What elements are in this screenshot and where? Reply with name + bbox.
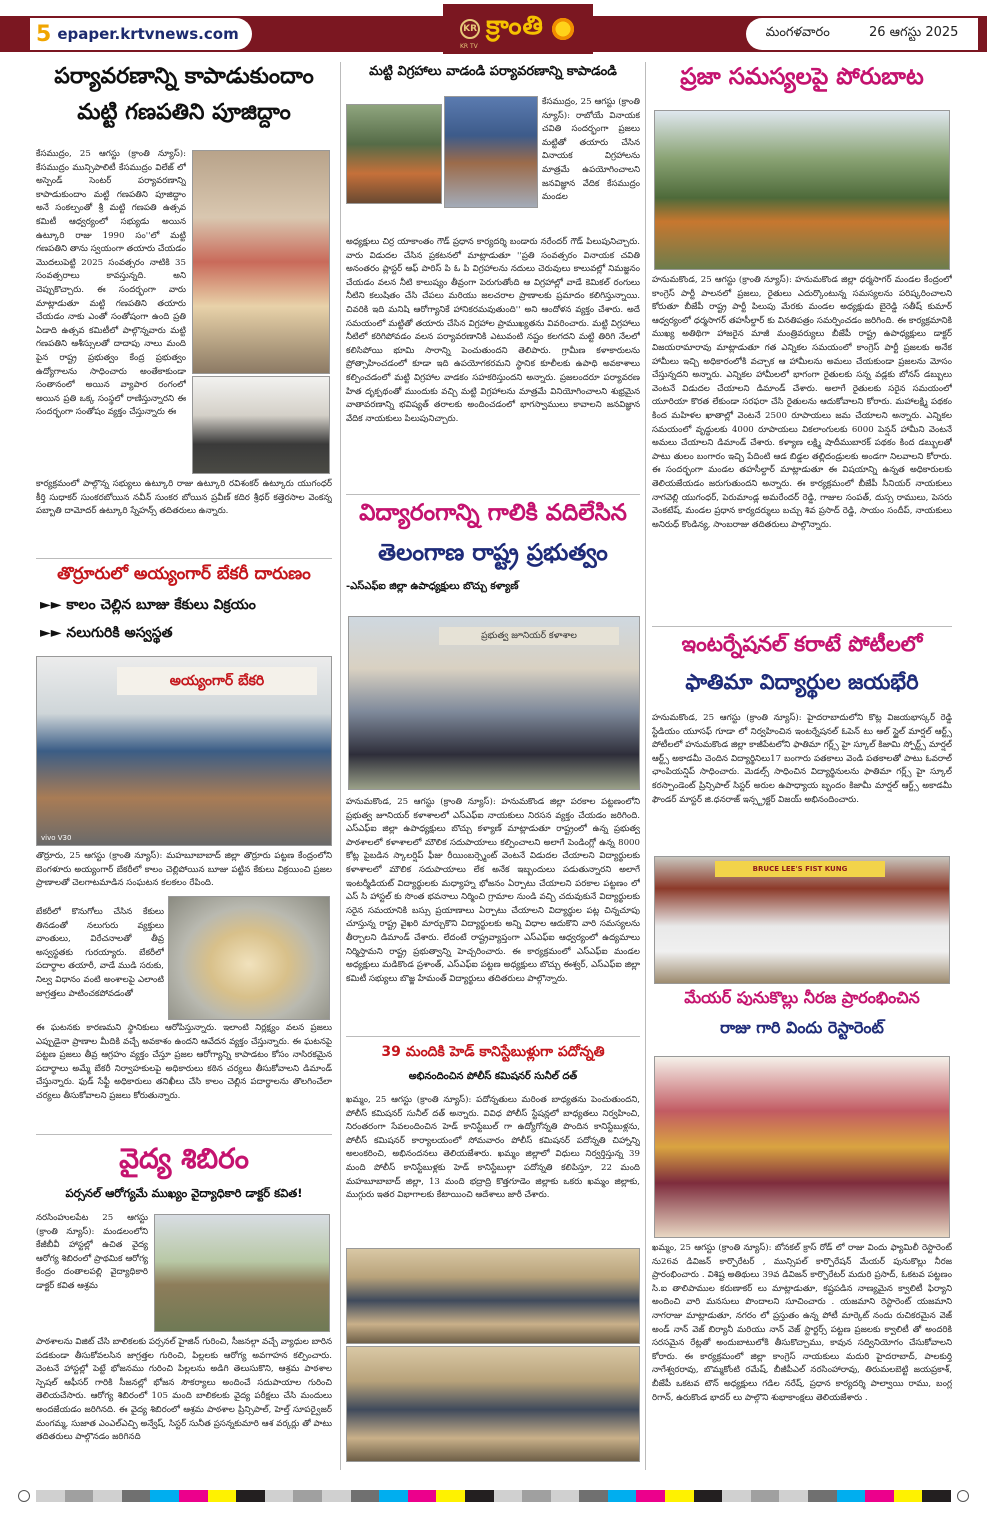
registration-mark-icon xyxy=(957,1490,969,1502)
ganesh-article-body: కేసముద్రం, 25 ఆగస్టు (క్రాంతి న్యూస్): కేసముద్రం మున్సిపాలిటీ కేసముద్రం విలేజ్ లో అస్పెండ్ సెంటర్ పర్యావరణాన్ని కాపాడుకుందాం మట్టి గణపతిని పూజిద్దాం అనే సంకల్పంతో శ్రీ మట్టి గణపతి ఉత్సవ కమిటీ ఆధ్వర్యంలో సభ్యుడు అయిన ఉట్కూరి రాజు 1990 సం''లో మట్టి గణపతిని తాను స్వయంగా తయారు చేయడం మొదలుపెట్టి 2025 సంవత్సరం నాటికి 35 సంవత్సరాలు కావస్తున్నది. అని చెప్పుకొచ్చారు. ఈ సందర్భంగా వారు మాట్లాడుతూ మట్టి గణపతిని తయారు చేయడం నాకు ఎంతో సంతోషంగా ఉంది ప్రతి ఏడాది ఉత్సవ కమిటీలో పాల్గొన్నవారు మట్టి గణపతిని ఆశీస్సులతో దాదాపు నాలు మంది పైన రాష్ట్ర ప్రభుత్వం కేంద్ర ప్రభుత్వం ఉద్యోగాలను సాధించారు అంతేకాకుండా సంతానంలో అయిన వ్యాపార రంగంలో అయిన ప్రతి ఒక్క సంస్థలో రాణిస్తున్నారని ఈ సందర్భంగా సంతోషం వ్యక్తం చేస్తున్నారు ఈ xyxy=(36,149,186,418)
arrow-icon: ►► xyxy=(40,597,67,613)
section-divider xyxy=(652,626,952,627)
medical-camp-photo xyxy=(154,1214,330,1332)
weekday: మంగళవారం xyxy=(765,25,830,40)
police-subhead: అభినందించిన పోలీస్ కమిషనర్ సునీల్ దత్ xyxy=(408,1071,578,1082)
karate-headline-2: ఫాతిమా విద్యార్థుల జయభేరి xyxy=(685,670,919,694)
portrait-photo-1 xyxy=(346,104,442,204)
bakery-headline: తొర్రూరులో అయ్యంగార్ బేకరీ దారుణం xyxy=(57,564,311,584)
logo-small-text: KR TV xyxy=(460,43,478,50)
police-promotion-photo-1 xyxy=(346,1248,640,1344)
idols-article-body: అధ్యక్షులు చిర్ర యాకాంతం గౌడ్ ప్రధాన కార్యదర్శి బండారు నరేందర్ గౌడ్ పిలుపునిచ్చారు. వారు విడుదల చేసిన ప్రకటనలో మాట్లాడుతూ ''ప్రతి సంవత్సరం వినాయక చవితి అనంతరం ప్లాస్టర్ ఆఫ్ పారిస్ పి ఓ పి విగ్రహాలను నదులు చెరువులు కాలువల్లో నిమజ్జనం చేయడం వలన నీటి కాలుష్యం తీవ్రంగా పెరుగుతోంది ఆ విగ్రహాల్లో వాడే కెమికల్ రంగులు నీటిని కలుషితం చేసి చేపలు మరియు జలచరాల ప్రాణాలకు ప్రమాదం కలిగిస్తున్నాయి. చివరికి ఇది మనిషి ఆరోగ్యానికే హానికరమవుతుంది'' అని ఆందోళన వ్యక్తం చేశారు. అదే సమయంలో మట్టితో తయారు చేసిన విగ్రహాల ప్రాముఖ్యతను వివరించారు. మట్టి విగ్రహాలు నీటిలో కరిగిపోవడం వలన పర్యావరణానికి ఎటువంటి నష్టం కలగదని మట్టి తిరిగి నేలలో కలిసిపోయి భూమి సారాన్ని పెంచుతుందని తెలిపారు. గ్రామీణ కళాకారులను ప్రోత్సాహించడంలో కూడా ఇది ఉపయోగకరమని స్థానిక కూలీలకు ఉపాధి అవకాశాలు కల్పించడంలో మట్టి విగ్రహాల వాడకం సహకరిస్తుందని అన్నారు. ప్రజలందరూ పర్యావరణ హిత దృక్పథంతో ముందుకు వచ్చి మట్టి విగ్రహాలను మాత్రమే వినియోగించాలని శుభ్రమైన వాతావరణాన్ని భవిష్యత్ తరాలకు అందించడంలో భాగస్వాములు కావాలని జనవిజ్ఞాన వేదిక నాయకులు పిలుపునిచ్చారు. xyxy=(346,237,640,424)
moldy-cake-photo xyxy=(168,896,330,1020)
photo-watermark: vivo V30 xyxy=(41,834,72,842)
restaurant-opening-photo xyxy=(654,1056,950,1238)
print-colour-strip xyxy=(36,1490,951,1502)
medical-article-side: నరసింహులపేట 25 ఆగస్టు (క్రాంతి న్యూస్): మండలంలోని కేజీబీవీ హాస్టల్లో ఉచిత వైద్య ఆరోగ్య శిబిరంలో ప్రాథమిక ఆరోగ్య కేంద్రం దంతాలపల్లి వైద్యాధికారి డాక్టర్ కవిత ఆశ్రమ xyxy=(36,1213,148,1291)
karate-medal-photo xyxy=(654,856,950,984)
ganesh-idol-photo xyxy=(192,150,330,374)
police-headline: 39 మందికి హెడ్ కానిస్టేబుళ్లుగా పదోన్నతి xyxy=(381,1044,605,1060)
bjp-petition-photo xyxy=(654,110,950,270)
medical-subhead: పర్సనల్ ఆరోగ్యమే ముఖ్యం వైద్యాధికారి డాక్టర్ కవిత! xyxy=(65,1186,303,1200)
karate-banner: BRUCE LEE'S FIST KUNG xyxy=(715,861,885,877)
masthead xyxy=(0,0,987,58)
sfi-protest-photo xyxy=(348,616,640,790)
ganesh-group-photo xyxy=(192,376,330,474)
masthead-left-pill xyxy=(30,18,252,50)
restaurant-headline-2: రాజు గారి విందు రెస్టారెంట్ xyxy=(720,1018,884,1037)
karate-article-body: హనుమకొండ, 25 ఆగస్టు (క్రాంతి న్యూస్): హైదరాబాదులోని కొట్ల విజయభాస్కర్ రెడ్డి స్టేడియం యూసఫ్ గూడా లో నిర్వహించిన ఇంటర్నేషనల్ ఓపెన్ టు ఆల్ స్టైల్ మార్షల్ ఆర్ట్స్ పోటీలలో హనుమకొండ జిల్లా కాజీపేటలోని ఫాతిమా గర్ల్స్ హై స్కూల్ కిజామి స్పోర్ట్స్ మార్షల్ ఆర్ట్స్ అకాడమీ చెందిన విద్యార్థినిలు17 బంగారు పతకాలు వెండి పతకాలతో పాటు ఓవరాల్ ఛాంపియన్షిప్ సాధించారు. మెడల్స్ సాధించిన విద్యార్థినులను ఫాతిమా గర్ల్స్ హై స్కూల్ కరస్పాండెంట్ ప్రిన్సిపాల్ సిస్టర్ అరుల ఉపాధ్యాయ బృందం కిజామీ మార్షల్ ఆర్ట్స్ అకాడమీ ఫౌండర్ మాస్టర్ జి.ధనరాజ్ ఇన్స్ట్రక్టర్ విజయ్ అభినందించారు. xyxy=(652,713,952,805)
medical-headline: వైద్య శిబిరం xyxy=(119,1142,249,1175)
sun-icon xyxy=(550,16,576,42)
education-article-body: హనుమకొండ, 25 ఆగస్టు (క్రాంతి న్యూస్): హనుమకొండ జిల్లా పరకాల పట్టణంలోని ప్రభుత్వ జూనియర్ కళాశాలలో ఎస్ఎఫ్ఐ నాయకులు నిరసన వ్యక్తం చేయడం జరిగింది. ఎస్ఎఫ్ఐ జిల్లా ఉపాధ్యక్షులు బొచ్చు కళ్యాణ్ మాట్లాడుతూ రాష్ట్రంలో ఉన్న ప్రభుత్వ పాఠశాలలో కళాశాలలో మౌలిక సదుపాయాలు కల్పించాలని అలాగే పెండింగ్లో ఉన్న 8000 కోట్ల పైబడిన స్కాలర్షిప్ ఫీజు రీయింబర్స్మెంట్ వెంటనే విడుదల చేయాలని విద్యార్థులకు కళాశాలలో మౌలిక సదుపాయాలు లేక అనేక ఇబ్బందులు పడుతున్నారని అలాగే ఇంటర్మీడియట్ విద్యార్థులకు మధ్యాహ్న భోజనం ఏర్పాటు చేయాలని పరకాల పట్టణం లో ఎస్ సి హాస్టల్ కు సొంత భవనాలు నిర్మించి గ్రామాల నుండి వచ్చి చదువుకునే విద్యార్థులకు సరైన సమయానికి బస్సు ప్రయాణాలు ఏర్పాటు చేయాలని విద్యార్థుల పట్ల చిన్నచూపు చూస్తున్న రాష్ట్ర వైఖరి మార్చుకొని విద్యార్థులకు అన్ని విధాల ఆదుకొని వారి సమస్యలను తీర్చాలని డిమాండ్ చేశారు. లేదంటే రాష్ట్రవ్యాప్తంగా ఎస్ఎఫ్ఐ ఆధ్వర్యంలో ఉద్యమాలు నిర్మిస్తామని రాష్ట్ర ప్రభుత్వాన్ని హెచ్చరించారు. ఈ కార్యక్రమంలో ఎస్ఎఫ్ఐ మండల అధ్యక్షులు మడికొండ ప్రశాంత్, ఎస్ఎఫ్ఐ పట్టణ అధ్యక్షులు బొచ్చు ఈశ్వర్, ఎస్ఎఫ్ఐ జిల్లా కమిటీ సభ్యులు బొజ్జ హేమంత్ విద్యార్థులు తదితరులు పాల్గొన్నారు. xyxy=(346,797,640,984)
column-divider xyxy=(340,62,341,1470)
ganesh-headline-1: పర్యావరణాన్ని కాపాడుకుందాం xyxy=(54,64,314,89)
college-building-sign: ప్రభుత్వ జూనియర్ కళాశాల xyxy=(439,627,619,645)
site-url-link[interactable]: epaper.krtvnews.com xyxy=(57,25,239,43)
bakery-article-footer: ఈ ఘటనకు కారణమని స్థానికులు ఆరోపిస్తున్నారు. ఇలాంటి నిర్లక్ష్యం వలన ప్రజలు ఎప్పుడైనా ప్రాణాల మీదికి వచ్చే అవకాశం ఉందని ఆవేదన వ్యక్తం చేస్తున్నారు. ఈ ఘటనపై పట్టణ ప్రజలు తీవ్ర ఆగ్రహం వ్యక్తం చేస్తూ ప్రజల ఆరోగ్యాన్ని కాపాడటం కోసం నాసిరకమైన పదార్థాలు అమ్మే బేకరీ నిర్వాహకులపై అధికారులు కఠిన చర్యలు తీసుకోవాలని డిమాండ్ చేస్తున్నారు. ఫుడ్ సేఫ్టీ అధికారులు తనిఖీలు చేసి కాలం చెల్లిన పదార్థాలను తొలగించేలా చర్యలు తీసుకోవాలని ప్రజలు కోరుతున్నారు. xyxy=(36,1023,332,1101)
bakery-article-body: తొర్రూరు, 25 ఆగస్టు (క్రాంతి న్యూస్): మహబూబాబాద్ జిల్లా తొర్రూరు పట్టణ కేంద్రంలోని బెంగళూరు అయ్యంగార్ బేకరీలో కాలం చెల్లిపోయిన బూజు పట్టిన కేకులు విక్రయించి ప్రజల ప్రాణాలతో చెలగాటమాడిన సంఘటన కలకలం రేపింది. xyxy=(36,851,332,889)
krtv-logo-icon: KR xyxy=(460,19,480,39)
police-promotion-photo-2 xyxy=(346,1346,640,1462)
bakery-article-side: బేకరీలో కొనుగోలు చేసిన కేకులు తినడంతో నలుగురు వ్యక్తులు వాంతులు, విరేచనాలతో తీవ్ర అస్వస్థతకు గురయ్యారు. బేకరీలో పదార్థాల తయారీ, వాడే ముడి సరుకు, నిల్వ విధానం వంటి అంశాలపై ఎలాంటి జాగ్రత్తలు పాటించకపోవడంతో xyxy=(36,907,164,999)
section-divider xyxy=(346,494,640,495)
arrow-icon: ►► xyxy=(40,625,67,641)
protest-headline: ప్రజా సమస్యలపై పోరుబాట xyxy=(680,64,924,90)
registration-mark-icon xyxy=(18,1490,30,1502)
section-divider xyxy=(346,1036,640,1037)
police-article-body: ఖమ్మం, 25 ఆగస్టు (క్రాంతి న్యూస్): పదోన్నతులు మరింత బాధ్యతను పెంచుతుందని, పోలీస్ కమిషనర్ సునీల్ దత్ అన్నారు. వివిధ పోలీస్ స్టేషన్లలో బాధ్యతలు నిర్వహించి, నిరంతరంగా సేవలందించిన హెడ్ కానిస్టేబుల్ గా ఉద్యోగోన్నతి పొందిన కానిస్టేబుళ్లను, పోలీస్ కమిషనర్ కార్యాలయంలో సోమవారం పోలీస్ కమిషనర్ పదోన్నతి చిహ్నాన్ని అలంకరించి, అభినందనలు తెలియజేశారు. ఖమ్మం జిల్లాలో విధులు నిర్వర్తిస్తున్న 39 మంది పోలీస్ కానిస్టేబుళ్లకు హెడ్ కానిస్టేబుల్గా పదోన్నతి కలిపిస్తూ, 22 మంది మహబూబాబాద్ జిల్లా, 13 మంది భద్రాద్రి కొత్తగూడెం జిల్లాకు ఒకరు ఖమ్మం జిల్లాకు, ముగ్గురు ఇతర విభాగాలకు కేటాయించి ఆదేశాలు జారీ చేశారు. xyxy=(346,1095,640,1201)
section-divider xyxy=(36,558,332,559)
idols-headline: మట్టి విగ్రహాలు వాడండి పర్యావరణాన్ని కాపాడండి xyxy=(369,64,617,79)
restaurant-headline-1: మేయర్ పునుకొల్లు నీరజ ప్రారంభించిన xyxy=(684,988,920,1007)
column-divider xyxy=(645,62,646,1470)
karate-headline-1: ఇంటర్నేషనల్ కరాటే పోటీలలో xyxy=(681,632,923,656)
restaurant-article-body: ఖమ్మం, 25 ఆగస్టు (క్రాంతి న్యూస్): బోనకల్ క్రాస్ రోడ్ లో రాజు విందు ఫ్యామిలీ రెస్టారెంట్ ను26వ డివిజన్ కార్పొరేటర్ , మున్సిపల్ కార్పొరేషన్ మేయర్ పునుకొల్లు నీరజ ప్రారంభించారు . విశిష్ట అతిథులు 39వ డివిజన్ కార్పొరేటర్ మదురి ప్రసాద్, ఓకటవ పట్టణం సి.ఐ తాలిపాముల కరుణాకర్ లు మాట్లాడుతూ, కష్టపడిన నాణ్యమైన క్వాలిటీ ఫిర్యాని అందించి వారి మనసులు పొందాలని సూచించారు . యజమాని రెస్టారెంట్ యజమాని నాగరాజు మాట్లాడుతూ, నగరం లో ప్రస్తుతం ఉన్న పోటీ మార్కెట్ నందు రుచికరమైన వెజ్ అండ్ నాన్ వెజ్ బిర్యానీ మరియు నాన్ వెజ్ స్టార్టర్స్ పట్టణ ప్రజలకు క్వాలిటీ తో అందరికి సరసమైన రేట్లతో అందుబాటులోకి తీసుకొచ్చాము, కావున సద్వినియోగం చేసుకోవాలని కోరారు. ఈ కార్యక్రమంలో జిల్లా కాంగ్రెస్ నాయకులు మదురి హైదరాబాద్, పాలకుర్తి నాగేశ్వరరావు, బొమ్మకోంటి రమేష్, బీజీపీఎల్ నరసింహారావు, తిరుమలబెట్టి జయప్రకాశ్, బీజేపీ ఒకటవ టౌన్ అధ్యక్షులు గడిల నరేష్, ప్రధాన కార్యదర్శి పాల్వాయి రాము, బంగ్ల రిగాన్, ఉరుకొండ భాదర్ లు పాల్గొని శుభాకాంక్షలు తెలియజేశారు . xyxy=(652,1243,952,1403)
idols-article-side: కేసముద్రం, 25 ఆగస్టు (క్రాంతి న్యూస్): రాబోయే వినాయక చవితి సందర్భంగా ప్రజలు మట్టితో తయారు చేసిన వినాయక విగ్రహాలను మాత్రమే ఉపయోగించాలని జనవిజ్ఞాన వేదిక కేసముద్రం మండల xyxy=(542,97,640,203)
bakery-shop-photo xyxy=(36,656,332,846)
education-headline-2: తెలంగాణ రాష్ట్ర ప్రభుత్వం xyxy=(378,540,608,566)
page-number: 5 xyxy=(36,21,52,47)
ganesh-headline-2: మట్టి గణపతిని పూజిద్దాం xyxy=(77,100,291,125)
ganesh-article-footer: కార్యక్రమంలో పాల్గొన్న సభ్యులు ఉట్కూరి రాజు ఉట్కూరి రవిశంకర్ ఉట్కూరు యుగంధర్ కీర్తి సుధాకర్ సుంకరబోయిన నవీన్ సుంకర బోయిన ప్రవీణ్ కదిర శ్రీధర్ కత్తెరసాల వెంకన్న పబ్బాతి దామోదర్ ఉట్కూరి స్నేహన్స్ తదితరులు ఉన్నారు. xyxy=(36,479,332,517)
issue-date: 26 ఆగస్టు 2025 xyxy=(868,25,959,40)
education-byline: -ఎస్ఎఫ్ఐ జిల్లా ఉపాధ్యక్షులు బొచ్చు కళ్యాణ్ xyxy=(346,581,519,592)
bakery-shop-sign: అయ్యంగార్ బేకరి xyxy=(117,667,317,695)
medical-article-footer: పాఠశాలను విజిట్ చేసి బాలికలకు పర్సనల్ హైజిన్ గురించి, సీజనల్గా వచ్చే వ్యాధుల బారిన పడకుండా తీసుకోవలసిన జాగ్రత్తల గురించి, పిల్లలకు ఆరోగ్య అవగాహన కల్పించారు. వెంటనే హాస్టల్లో పెట్టే భోజనము గురించి పిల్లలను అడిగి తెలుసుకొని, ఆశ్రమ పాఠశాల స్పెషల్ ఆఫీసర్ గారికి సీజనల్లో భోజన సౌకర్యాలు అందించే సదుపాయాల గురించి తెలియచేసారు. ఆరోగ్య శిబిరంలో 105 మంది బాలికలకు వైద్య పరీక్షలు చేసి మందులు అందజేయడం జరిగినది. ఈ వైద్య శిబిరంలో ఆశ్రమ పాఠశాల ప్రిన్సిపాల్, హెల్త్ సూపర్వైజర్ మంగమ్మ, సుజాత ఎంఎల్ఎచ్పి అన్వేష్, సిస్టర్ సునీత ప్రసన్నకుమారి ఆశ వర్కర్లు తో పాటు తదితరులు పాల్గొనడం జరిగినది xyxy=(36,1337,332,1443)
bakery-bullet-2: ►► నలుగురికి అస్వస్థత xyxy=(40,625,173,641)
portrait-photo-2 xyxy=(444,96,538,208)
bakery-bullet-1: ►► కాలం చెల్లిన బూజు కేకులు విక్రయం xyxy=(40,597,256,613)
masthead-date-pill xyxy=(746,18,978,50)
section-divider xyxy=(36,1134,332,1135)
logo-name: క్రాంతి xyxy=(486,11,544,41)
education-headline-1: విద్యారంగాన్ని గాలికి వదిలేసిన xyxy=(359,500,627,526)
protest-article-body: హనుమకొండ, 25 ఆగస్టు (క్రాంతి న్యూస్): హనుమకొండ జిల్లా ధర్మసాగర్ మండల కేంద్రంలో కాంగ్రెస్ పార్టీ పాలనలో ప్రజలు, రైతులు ఎదుర్కొంటున్న సమస్యలను పరిష్కరించాలని కోరుతూ బీజేపీ రాష్ట్ర పార్టీ పిలుపు మేరకు మండల అధ్యక్షుడు బైరెడ్డి సతీష్ కుమార్ ఆధ్వర్యంలో ధర్మసాగర్ తహసీల్దార్ కు వినతిపత్రం సమర్పించడం జరిగింది. ఈ కార్యక్రమానికి ముఖ్య అతిథిగా హాజరైన మాజీ మంత్రివర్యులు బీజేపీ రాష్ట్ర ఉపాధ్యక్షులు డాక్టర్ విజయరామారావు మాట్లాడుతూ గత ఎన్నికల సమయంలో కాంగ్రెస్ పార్టీ ప్రజలకు అనేక హామీలు ఇచ్చి అధికారంలోకి వచ్చాక ఆ హామీలను అమలు చేయకుండా ప్రజలను మోసం చేస్తున్నదని అన్నారు. ఎన్నికల హామీలలో భాగంగా రైతులకు సన్న వడ్లకు బోనస్ డబ్బులు వెంటనే విడుదల చేయాలని డిమాండ్ చేశారు. అలాగే రైతులకు సరైన సమయంలో యూరియా కొరత లేకుండా సరఫరా చేసి రైతులను ఆదుకోవాలని కోరారు. మహాలక్ష్మి పథకం కింద మహిళల ఖాతాల్లో వెంటనే 2500 రూపాయలు జమ చేయాలని అన్నారు. ఎన్నికల సమయంలో వృద్ధులకు 4000 రూపాయలు వికలాంగులకు 6000 పెన్షన్ హామీని వెంటనే అమలు చేయాలని డిమాండ్ చేశారు. కళ్యాణ లక్ష్మి షాదీముబారక్ పథకం కింద డబ్బులతో పాటు తులం బంగారం ఇచ్చి పేదింటి ఆడ బిడ్డల తల్లిదండ్రులకు అండగా నిలవాలని కోరారు. ఈ సందర్భంగా మండల తహసీల్దార్ మాట్లాడుతూ ఈ విషయాన్ని ఉన్నత అధికారులకు తెలియజేయడం జరుగుతుందని అన్నారు. ఈ కార్యక్రమంలో బీజేపీ సీనియర్ నాయకులు నాగవెల్లి యుగంధర్, పెరుమాండ్ల అమరేందర్ రెడ్డి, గాజుల సంపత్, దుస్స రాములు, పెసరు వెంకటేష్, మండల ప్రధాన కార్యదర్శులు బచ్చు శివ ప్రసాద్ రెడ్డి, సాయం సందీప్, నాయకులు అనిరుధ్ కొండిన్య, సాంబరాజు తదితరులు పాల్గొన్నారు. xyxy=(652,275,952,530)
